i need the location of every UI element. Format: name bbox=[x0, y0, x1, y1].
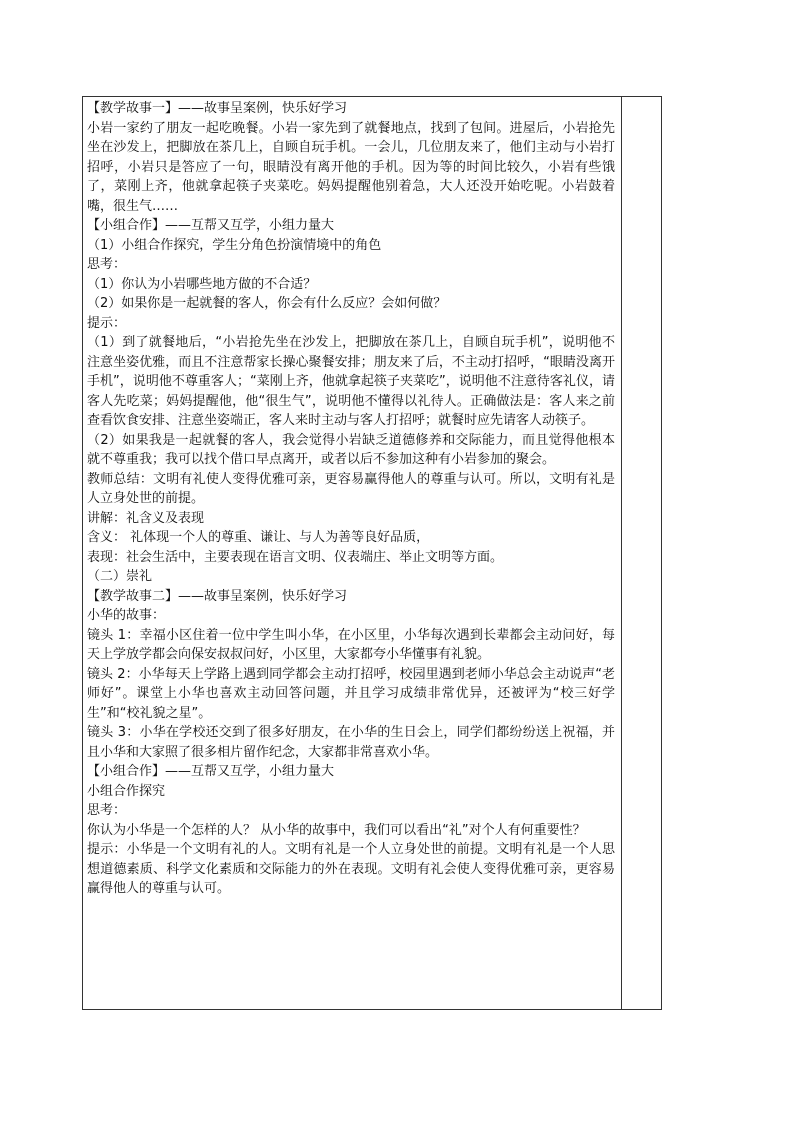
paragraph: 思考： bbox=[87, 257, 127, 272]
paragraph: （2）如果你是一起就餐的客人，你会有什么反应？会如何做？ bbox=[87, 296, 447, 311]
paragraph: （1）小组合作探究，学生分角色扮演情境中的角色 bbox=[87, 237, 382, 253]
paragraph: 提示： bbox=[87, 315, 127, 331]
paragraph: 含义： 礼体现一个人的尊重、谦让、与人为善等良好品质， bbox=[87, 530, 430, 545]
paragraph: 【小组合作】——互帮又互学，小组力量大 bbox=[87, 218, 335, 233]
lesson-content-cell bbox=[87, 99, 615, 899]
paragraph: 【教学故事一】——故事呈案例，快乐好学习 bbox=[87, 101, 348, 116]
paragraph: （二）崇礼 bbox=[87, 569, 153, 584]
lesson-table bbox=[82, 96, 662, 1010]
paragraph: 提示：小华是一个文明有礼的人。文明有礼是一个人立身处世的前提。文明有礼是一个人思想道德素质、科学文化素质和交际能力的外在表现。文明有礼会使人变得优雅可亲，更容易赢得他人的尊重与认可。 bbox=[87, 842, 615, 896]
paragraph: 思考： bbox=[87, 803, 127, 818]
paragraph: 小华的故事： bbox=[87, 608, 166, 623]
paragraph: 你认为小华是一个怎样的人？ 从小华的故事中，我们可以看出“礼”对个人有何重要性？ bbox=[87, 822, 586, 838]
paragraph: 讲解：礼含义及表现 bbox=[87, 510, 205, 526]
column-divider bbox=[621, 97, 622, 1009]
paragraph: 镜头 1：幸福小区住着一位中学生叫小华，在小区里，小华每次遇到长辈都会主动问好，每天上学放学都会向保安叔叔问好，小区里，大家都夸小华懂事有礼貌。 bbox=[87, 627, 615, 662]
paragraph: 表现：社会生活中，主要表现在语言文明、仪表端庄、举止文明等方面。 bbox=[87, 549, 504, 565]
paragraph: （1）你认为小岩哪些地方做的不合适？ bbox=[87, 276, 317, 292]
paragraph: 【小组合作】——互帮又互学，小组力量大 bbox=[87, 764, 335, 779]
paragraph: 镜头 2：小华每天上学路上遇到同学都会主动打招呼，校园里遇到老师小华总会主动说声“老师好”。课堂上小华也喜欢主动回答问题，并且学习成绩非常优异，还被评为“校三好学生”和“校礼貌之星”。 bbox=[87, 666, 615, 721]
paragraph: 教师总结：文明有礼使人变得优雅可亲，更容易赢得他人的尊重与认可。所以，文明有礼是人立身处世的前提。 bbox=[87, 471, 615, 506]
paragraph: 小岩一家约了朋友一起吃晚餐。小岩一家先到了就餐地点，找到了包间。进屋后，小岩抢先坐在沙发上，把脚放在茶几上，自顾自玩手机。一会儿，几位朋友来了，他们主动与小岩打招呼，小岩只是答应了一句，眼睛没有离开他的手机。因为等的时间比较久，小岩有些饿了，菜刚上齐，他就拿起筷子夹菜吃。妈妈提醒他别着急，大人还没开始吃呢。小岩鼓着嘴，很生气…… bbox=[87, 120, 615, 214]
notes-column-cell bbox=[623, 97, 661, 1009]
paragraph: （1）到了就餐地后，“小岩抢先坐在沙发上，把脚放在茶几上，自顾自玩手机”，说明他不注意坐姿优雅，而且不注意帮家长操心聚餐安排；朋友来了后，不主动打招呼，“眼睛没离开手机”，说明他不尊重客人；“菜刚上齐，他就拿起筷子夹菜吃”，说明他不注意待客礼仪，请客人先吃菜；妈妈提醒他，他“很生气”，说明他不懂得以礼待人。正确做法是：客人来之前查看饮食安排、注意坐姿端正，客人来时主动与客人打招呼；就餐时应先请客人动筷子。 bbox=[87, 335, 615, 428]
paragraph: 【教学故事二】——故事呈案例，快乐好学习 bbox=[87, 588, 348, 604]
paragraph: 小组合作探究 bbox=[87, 783, 166, 799]
paragraph: 镜头 3：小华在学校还交到了很多好朋友，在小华的生日会上，同学们都纷纷送上祝福，并且小华和大家照了很多相片留作纪念，大家都非常喜欢小华。 bbox=[87, 725, 615, 760]
paragraph: （2）如果我是一起就餐的客人，我会觉得小岩缺乏道德修养和交际能力，而且觉得他根本就不尊重我；我可以找个借口早点离开，或者以后不参加这种有小岩参加的聚会。 bbox=[87, 432, 615, 467]
